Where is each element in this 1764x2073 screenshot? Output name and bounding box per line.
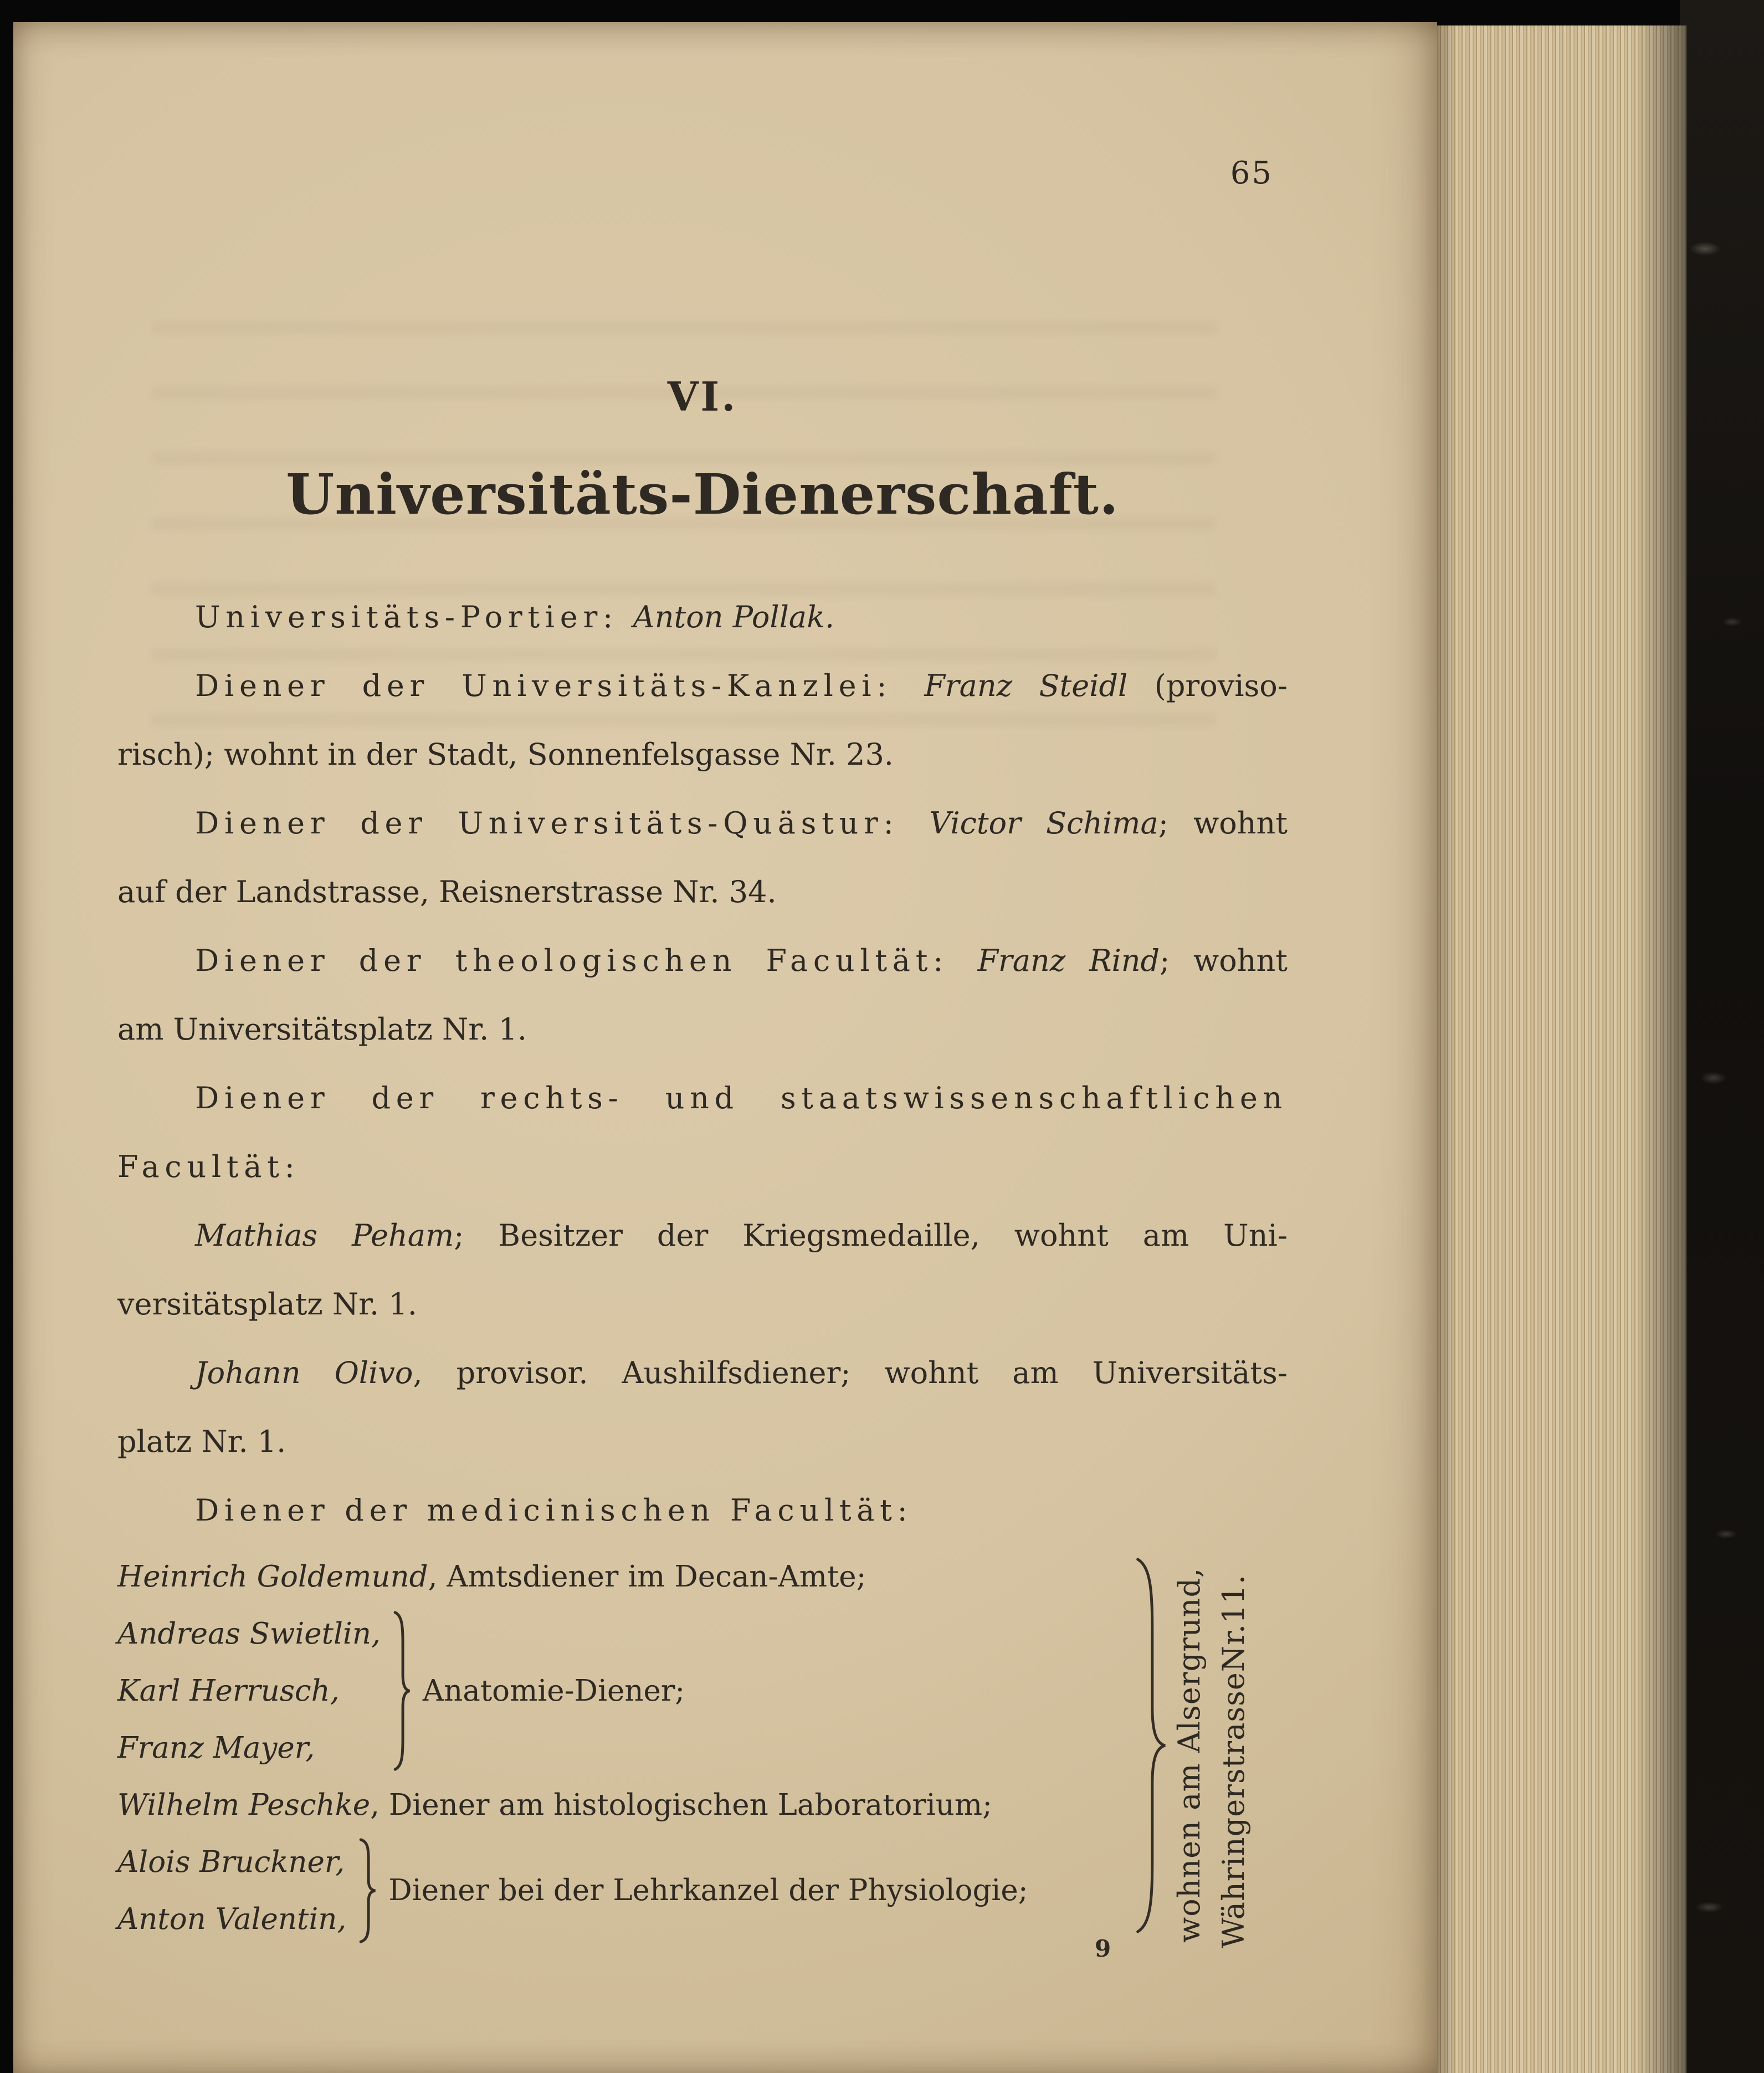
text-segment: platz Nr. 1.: [117, 1424, 286, 1459]
text-line: [117, 1777, 1288, 1834]
text-segment: Facultät:: [117, 1149, 300, 1184]
book-page: [13, 22, 1437, 2073]
text-line: [117, 583, 1288, 652]
text-line: [117, 927, 1288, 995]
text-line: [117, 1201, 1288, 1270]
text-segment: , Diener am histologischen Laboratorium;: [370, 1788, 992, 1822]
text-segment: Heinrich Goldemund: [117, 1560, 428, 1594]
book-cover: [1680, 0, 1764, 2073]
page-content: [117, 373, 1288, 1958]
text-segment: auf der Landstrasse, Reisnerstrasse Nr. 34.: [117, 874, 777, 909]
staff-names: [117, 1605, 381, 1777]
text-line: [117, 858, 1288, 927]
paragraph: [117, 789, 1288, 927]
brace-icon: [392, 1609, 411, 1773]
text-line: [117, 789, 1288, 858]
text-segment: Wilhelm Peschke: [117, 1788, 371, 1822]
text-segment: Anton Pollak.: [633, 600, 834, 634]
text-segment: Andreas Swietlin,: [117, 1617, 381, 1651]
staff-names: [117, 1834, 346, 1948]
text-segment: Karl Herrusch,: [117, 1674, 340, 1708]
paragraph: [117, 1476, 1288, 1545]
brace-icon: [357, 1837, 376, 1944]
text-segment: Mathias Peham: [195, 1218, 454, 1253]
page-number: 65: [1230, 155, 1273, 191]
staff-group: [117, 1605, 1288, 1777]
chapter-title: Universitäts-Dienerschaft.: [286, 462, 1119, 527]
paragraph: [117, 927, 1288, 1064]
text-segment: Franz Rind: [977, 943, 1160, 978]
text-segment: Diener der medicinischen Facultät:: [195, 1493, 913, 1528]
paragraph: [117, 1201, 1288, 1339]
text-segment: ; Besitzer der Kriegsmedaille, wohnt am Uni-: [454, 1218, 1288, 1253]
paragraph: [117, 1339, 1288, 1476]
text-segment: Alois Bruckner,: [117, 1845, 345, 1879]
paragraph: [117, 583, 1288, 652]
text-segment: Universitäts-Portier:: [195, 600, 633, 634]
text-segment: am Universitätsplatz Nr. 1.: [117, 1012, 527, 1047]
staff-name: [117, 1834, 346, 1891]
text-segment: ; wohnt: [1158, 806, 1288, 841]
text-line: [117, 720, 1288, 789]
text-segment: Diener der rechts- und staatswissenschaftlichen: [195, 1081, 1288, 1115]
staff-name: [117, 1662, 381, 1719]
text-segment: (proviso-: [1127, 668, 1288, 703]
text-line: [117, 1548, 1288, 1605]
text-segment: , provisor. Aushilfsdiener; wohnt am Universitäts-: [413, 1355, 1288, 1390]
text-segment: risch); wohnt in der Stadt, Sonnenfelsgasse Nr. 23.: [117, 737, 894, 772]
text-segment: Johann Olivo: [195, 1355, 413, 1390]
residence-note-line1: wohnen am Alsergrund,: [1172, 1567, 1207, 1943]
text-line: [117, 652, 1288, 720]
text-line: [117, 1064, 1288, 1133]
staff-group-label: Anatomie-Diener;: [422, 1673, 685, 1708]
text-segment: Anton Valentin,: [117, 1902, 347, 1936]
text-line: [117, 1339, 1288, 1407]
staff-name: [117, 1605, 381, 1662]
residence-brace-icon: [1131, 1552, 1167, 1939]
text-segment: Franz Steidl: [924, 668, 1128, 703]
staff-group-label: Diener bei der Lehrkanzel der Physiologie;: [388, 1874, 1028, 1907]
staff-name: [117, 1891, 346, 1948]
text-line: [117, 1476, 1288, 1545]
text-segment: ; wohnt: [1160, 943, 1288, 978]
page-stack-edge: [1434, 25, 1686, 2073]
paragraphs: [117, 583, 1288, 1545]
paragraph: [117, 652, 1288, 789]
text-segment: Victor Schima: [929, 806, 1158, 841]
residence-note-line2: WähringerstrasseNr.11.: [1216, 1574, 1251, 1948]
staff-entries: [117, 1548, 1288, 1948]
text-segment: Diener der theologischen Facultät:: [195, 943, 978, 978]
chapter-number: VI.: [667, 373, 738, 420]
text-segment: , Amtsdiener im Decan-Amte;: [428, 1560, 866, 1594]
text-line: [117, 1270, 1288, 1339]
text-line: [117, 1133, 1288, 1201]
paragraph: [117, 1064, 1288, 1201]
staff-section: [117, 1548, 1288, 1958]
text-segment: Diener der Universitäts-Quästur:: [195, 806, 930, 841]
staff-name: [117, 1719, 381, 1777]
text-segment: Franz Mayer,: [117, 1731, 315, 1765]
staff-group: [117, 1834, 1288, 1948]
text-segment: versitätsplatz Nr. 1.: [117, 1287, 417, 1322]
signature-mark: 9: [1095, 1935, 1111, 1962]
text-line: [117, 995, 1288, 1064]
text-segment: Diener der Universitäts-Kanzlei:: [195, 668, 925, 703]
text-line: [117, 1407, 1288, 1476]
